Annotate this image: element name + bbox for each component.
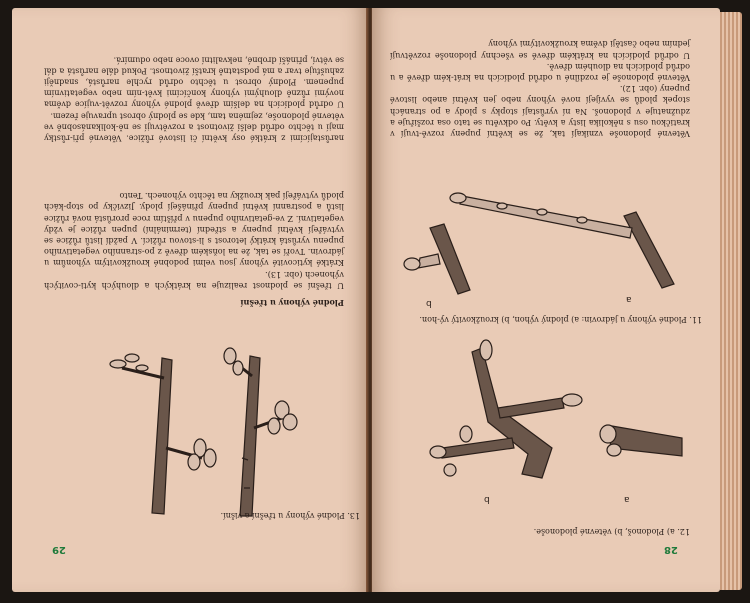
page-number-right: 28 [664,544,678,555]
left-page [12,8,368,592]
right-page [372,8,720,592]
figure-11-caption: 11. Plodné výhony u jádrovin: a) plodný výhon, b) kroužkovitý vý-hon. [419,315,702,324]
paragraph: U odrůd plodících na delším dřevě plodné výhony rozvět-vujíce dvěma novými různě dlouhými výhony končícími květ-ním nebo vegetativním pupenem. Plodný obrost u těchto odrůd rychle narůstá, snadněji zahušťuje tvar a má podstatně kratší životnost. Pokud dále narůstá a dál se větví, přináší drobné, nekvalitní ovoce nebo odumírá. [44,55,344,111]
figure-12-caption: 12. a) Plodonoš, b) větevné plodonoše. [533,527,690,536]
paragraph: U odrůd plodících na krátkém dřevě se všechny plodonoše rozvětvují jedním nebo častěji dvěma kroužkovitými výhony [390,39,690,61]
left-page-text-bottom [44,190,344,314]
paragraph: Větevné plodonoše vznikají tak, že se květní pupeny rozvě-tvují v kratičkou osu s několika listy a květy. Po odkvětu se tato osa rozšiřuje a zdužnatuje v plodonoš. Na ní vyrůstají stopky s plody a po stranách stopek plodů se vyvíjejí nové výhony nebo jen květní anebo listové pupeny (obr. 12). [390,84,690,139]
paragraph: Krátké kyticovité výhony jsou velmi podobné kroužkovitým výhonům u jádrovin. Tvoří se tak, že na loňském dřevě z po-stranního vegetativního pupenu vyrůstá krátký letorost s li-stovou růžicí. V paždí listů růžice se vytvářejí květní pupeny a střední (terminální) pupen růžice je vždy vegetativní. Z ve-getativního pupenu v příštím roce prorůstá nová růžice listů a postranní květní pupeny přinášejí plody. Jizvičky po stop-kách plodů vytvářejí pak kroužky na těchto výhonech. Tento [44,191,344,269]
figure-13-caption: 13. Plodné výhony u třešní a višní. [220,511,360,520]
figure-12-label-a: a [624,494,630,504]
figure-11-label-a: a [626,294,632,304]
left-page-text-top [44,54,344,144]
figure-11-label-b: b [426,298,432,308]
right-page-text [390,38,690,139]
page-edges [720,12,742,590]
figure-12-fruit-spurs [402,338,702,488]
paragraph: Větevné plodonoše je rozdílné u odrůd plodících na krát-kém dřevě a u odrůd plodících na dlouhém dřevě. [390,61,690,83]
figure-11-pome-shoots [392,188,702,298]
page-number-left: 29 [52,544,66,555]
paragraph: U třešní se plodnost realizuje na krátkých a dlouhých kyti-covitých výhonech (obr. 13). [44,269,344,291]
figure-12-label-b: b [484,494,490,504]
figure-13-cherry-shoots [82,338,342,518]
paragraph: narůstajícími z krátké osy květní či listové růžice. Větevné při-růstky mají u těchto odrůd delší životnost a rozvětvují se ně-kolikanásobně ve větevné plodonoše, zejména tam, kde se plodný obrost upravuje řezem. [44,111,344,144]
section-heading: Plodné výhony u třešní [240,298,344,309]
